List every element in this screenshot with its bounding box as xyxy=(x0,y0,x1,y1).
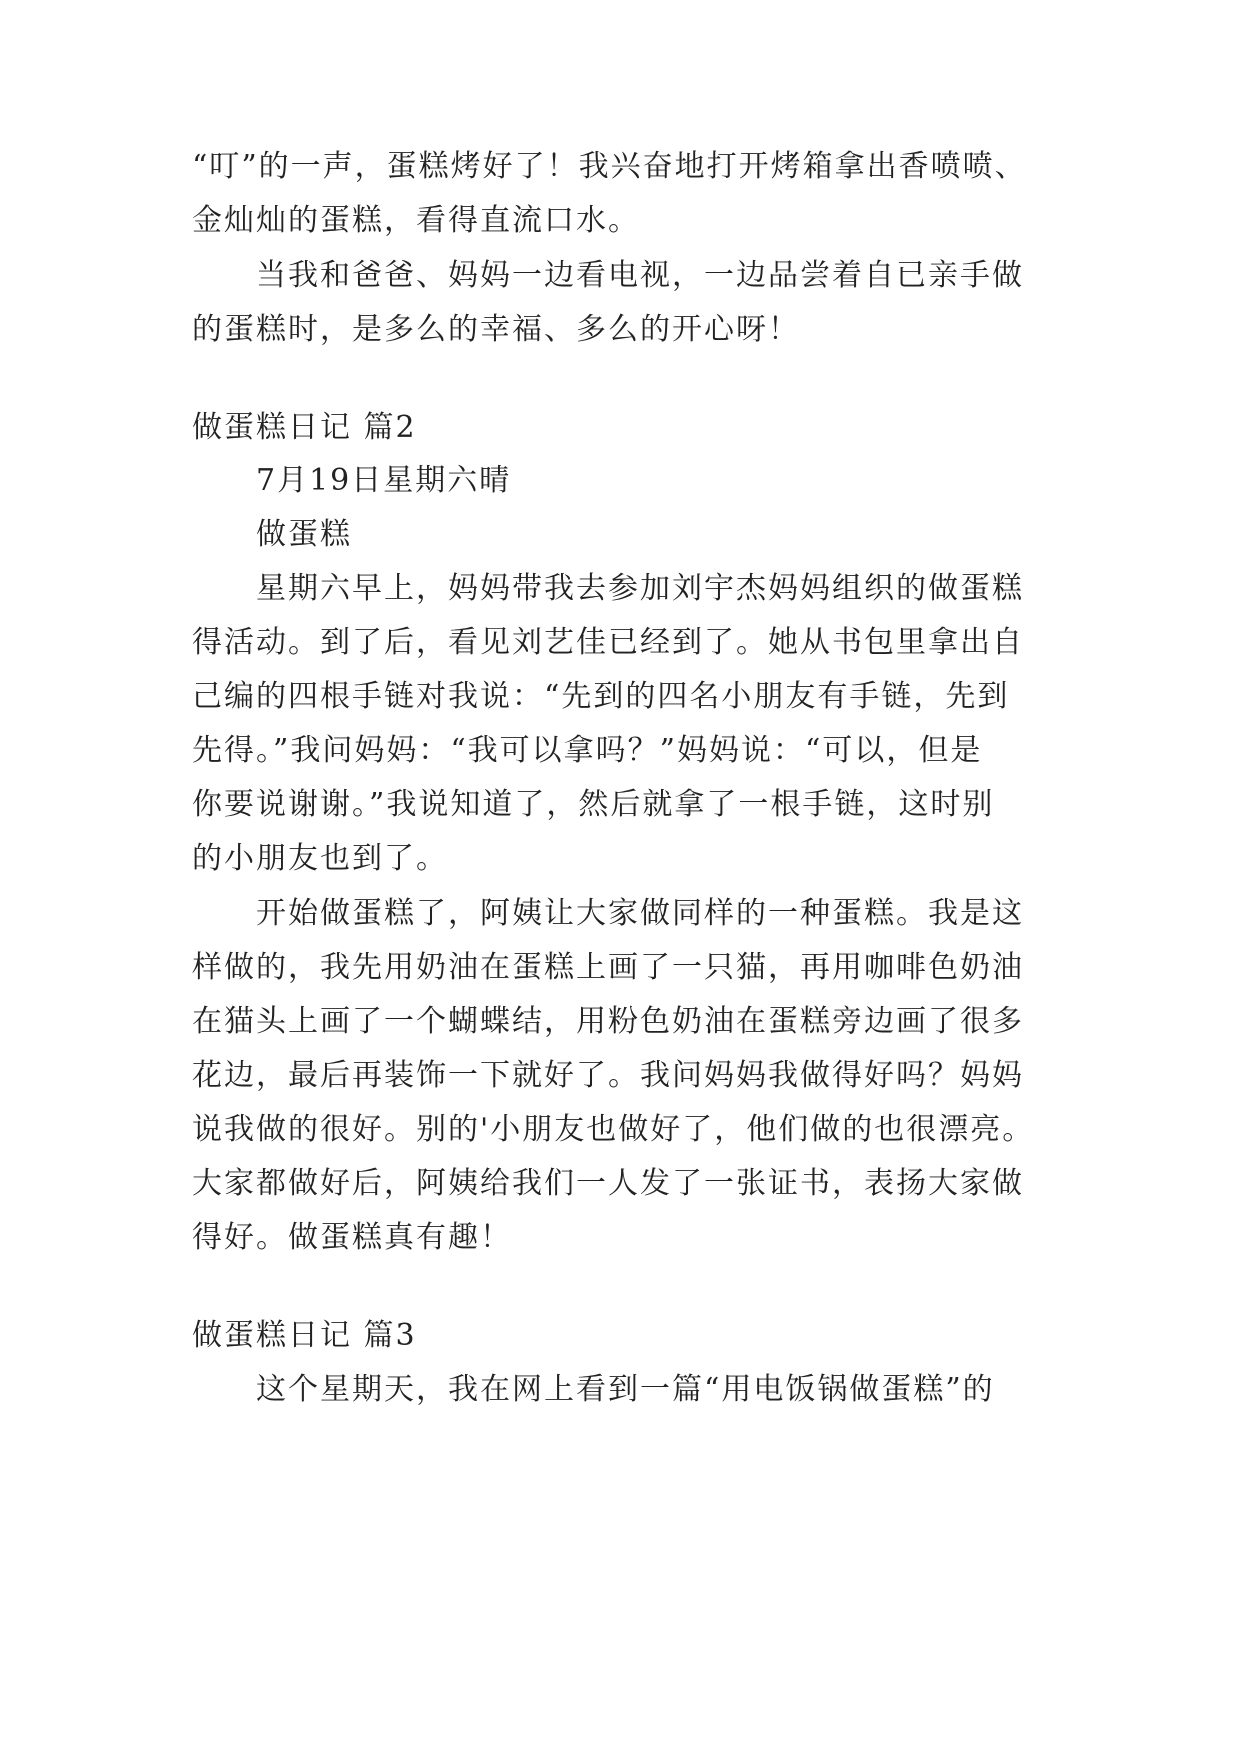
paragraph-line: “叮”的一声，蛋糕烤好了！我兴奋地打开烤箱拿出香喷喷、 xyxy=(192,149,1027,184)
paragraph-line: 当我和爸爸、妈妈一边看电视，一边品尝着自已亲手做 xyxy=(256,258,1024,293)
paragraph-line: 在猫头上画了一个蝴蝶结，用粉色奶油在蛋糕旁边画了很多 xyxy=(192,1004,1024,1039)
paragraph-line: 的小朋友也到了。 xyxy=(192,841,448,876)
paragraph-line: 开始做蛋糕了，阿姨让大家做同样的一种蛋糕。我是这 xyxy=(256,896,1024,931)
section-heading: 做蛋糕日记 篇3 xyxy=(192,1318,417,1353)
paragraph-line: 的蛋糕时，是多么的幸福、多么的开心呀！ xyxy=(192,312,800,347)
diary-date: 7月19日星期六晴 xyxy=(256,463,512,498)
paragraph-line: 先得。”我问妈妈：“我可以拿吗？”妈妈说：“可以，但是 xyxy=(192,733,983,768)
paragraph-line: 大家都做好后，阿姨给我们一人发了一张证书，表扬大家做 xyxy=(192,1166,1024,1201)
paragraph-line: 样做的，我先用奶油在蛋糕上画了一只猫，再用咖啡色奶油 xyxy=(192,950,1024,985)
paragraph-line: 花边，最后再装饰一下就好了。我问妈妈我做得好吗？妈妈 xyxy=(192,1058,1024,1093)
diary-title: 做蛋糕 xyxy=(256,517,352,552)
paragraph-line: 说我做的很好。别的'小朋友也做好了，他们做的也很漂亮。 xyxy=(192,1112,1035,1147)
paragraph-line: 金灿灿的蛋糕，看得直流口水。 xyxy=(192,203,640,238)
paragraph-line: 得好。做蛋糕真有趣！ xyxy=(192,1220,512,1255)
section-heading: 做蛋糕日记 篇2 xyxy=(192,410,417,445)
paragraph-line: 己编的四根手链对我说：“先到的四名小朋友有手链，先到 xyxy=(192,679,1010,714)
paragraph-line: 你要说谢谢。”我说知道了，然后就拿了一根手链，这时别 xyxy=(192,787,995,822)
paragraph-line: 得活动。到了后，看见刘艺佳已经到了。她从书包里拿出自 xyxy=(192,625,1024,660)
paragraph-line: 这个星期天，我在网上看到一篇“用电饭锅做蛋糕”的 xyxy=(256,1372,995,1407)
paragraph-line: 星期六早上，妈妈带我去参加刘宇杰妈妈组织的做蛋糕 xyxy=(256,571,1024,606)
